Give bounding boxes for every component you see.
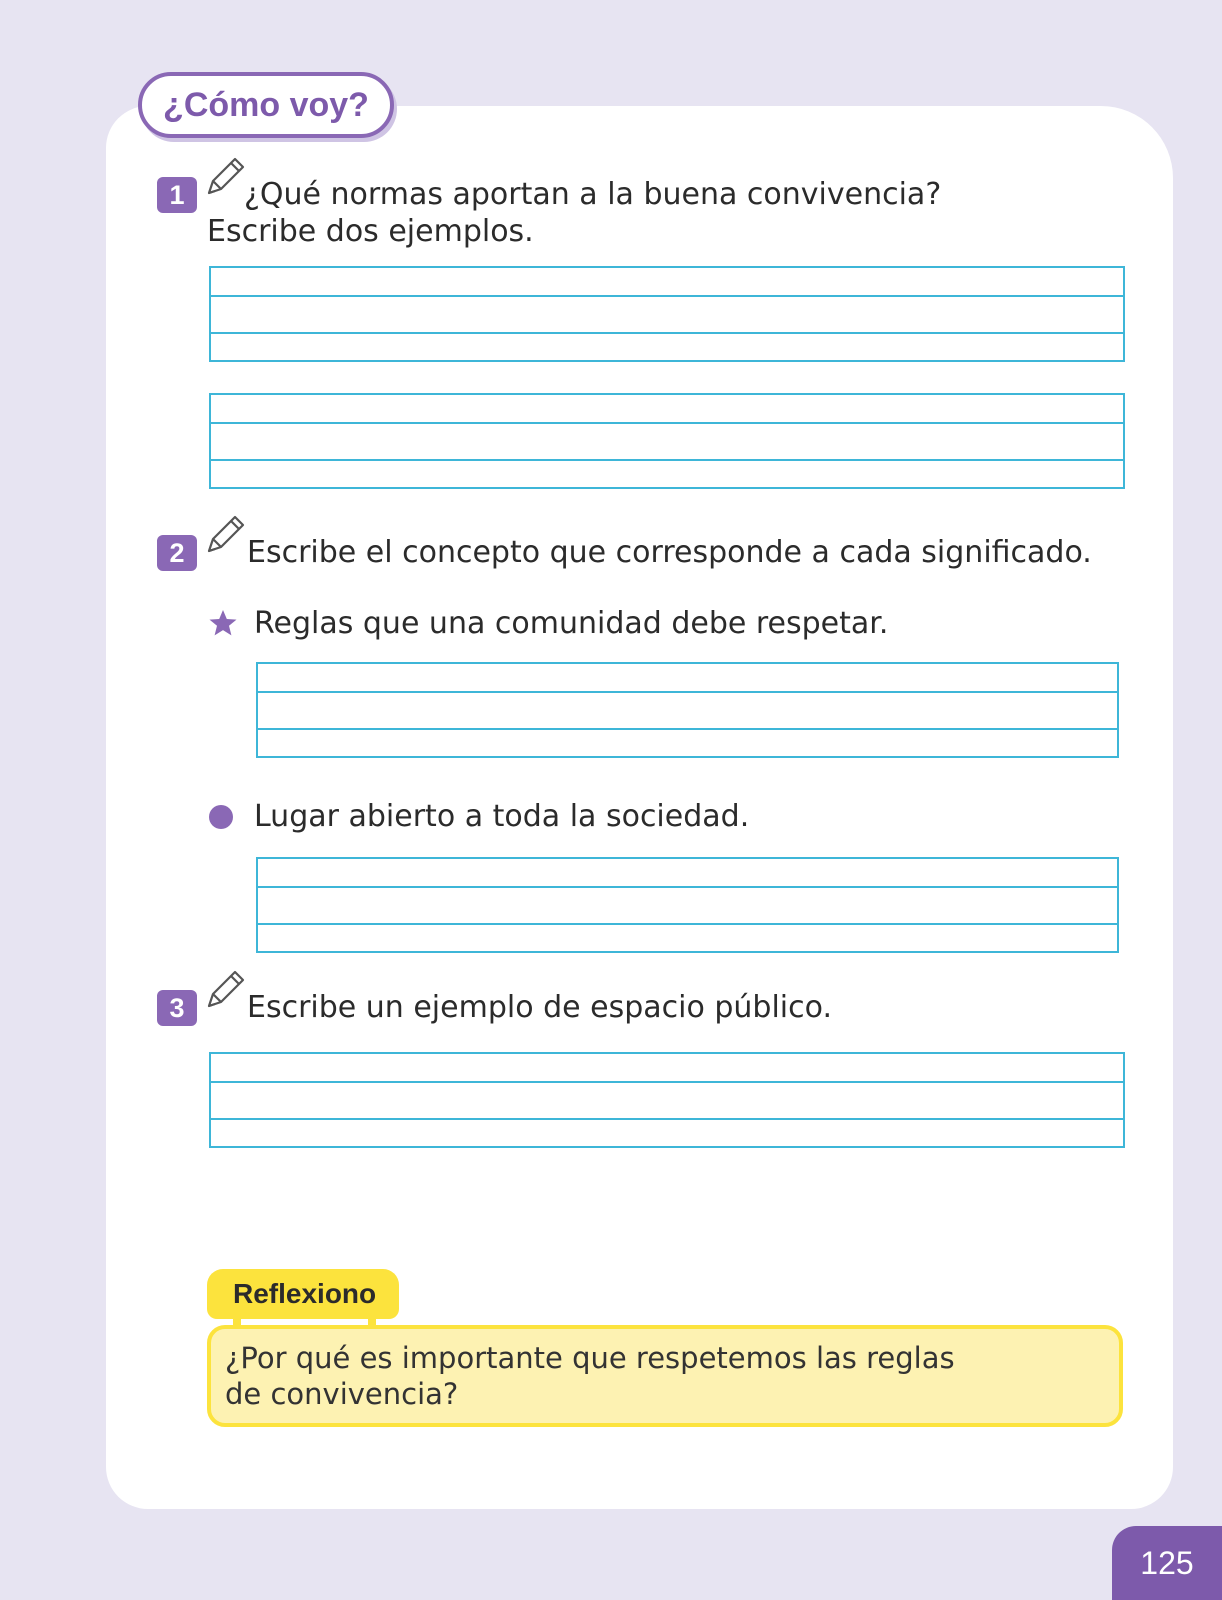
answer-field-1a[interactable]: [209, 266, 1125, 362]
pencil-icon: [203, 155, 247, 199]
reflexiono-question: [225, 1340, 1105, 1412]
star-icon: [208, 609, 238, 637]
dot-icon: [208, 804, 234, 830]
page-number: 125: [1112, 1526, 1222, 1600]
answer-field-1b[interactable]: [209, 393, 1125, 489]
answer-field-2b[interactable]: [256, 857, 1119, 953]
reflexiono-line-2: de convivencia?: [225, 1377, 459, 1411]
answer-field-2a[interactable]: [256, 662, 1119, 758]
pencil-icon: [203, 968, 247, 1012]
question-1-subtext: Escribe dos ejemplos.: [207, 214, 534, 249]
reflexiono-label: Reflexiono: [207, 1269, 399, 1319]
answer-field-3[interactable]: [209, 1052, 1125, 1148]
question-1-text: ¿Qué normas aportan a la buena convivencia?: [244, 177, 942, 212]
reflexiono-line-1: ¿Por qué es importante que respetemos las reglas: [225, 1341, 955, 1375]
question-number-3: 3: [157, 990, 197, 1026]
pencil-icon: [203, 513, 247, 557]
question-3-text: Escribe un ejemplo de espacio público.: [247, 990, 832, 1025]
item-2a-text: Reglas que una comunidad debe respetar.: [254, 606, 889, 641]
page-title: ¿Cómo voy?: [138, 72, 394, 138]
question-2-text: Escribe el concepto que corresponde a cada significado.: [247, 535, 1092, 570]
item-2b-text: Lugar abierto a toda la sociedad.: [254, 799, 750, 834]
question-number-1: 1: [157, 177, 197, 213]
question-number-2: 2: [157, 535, 197, 571]
